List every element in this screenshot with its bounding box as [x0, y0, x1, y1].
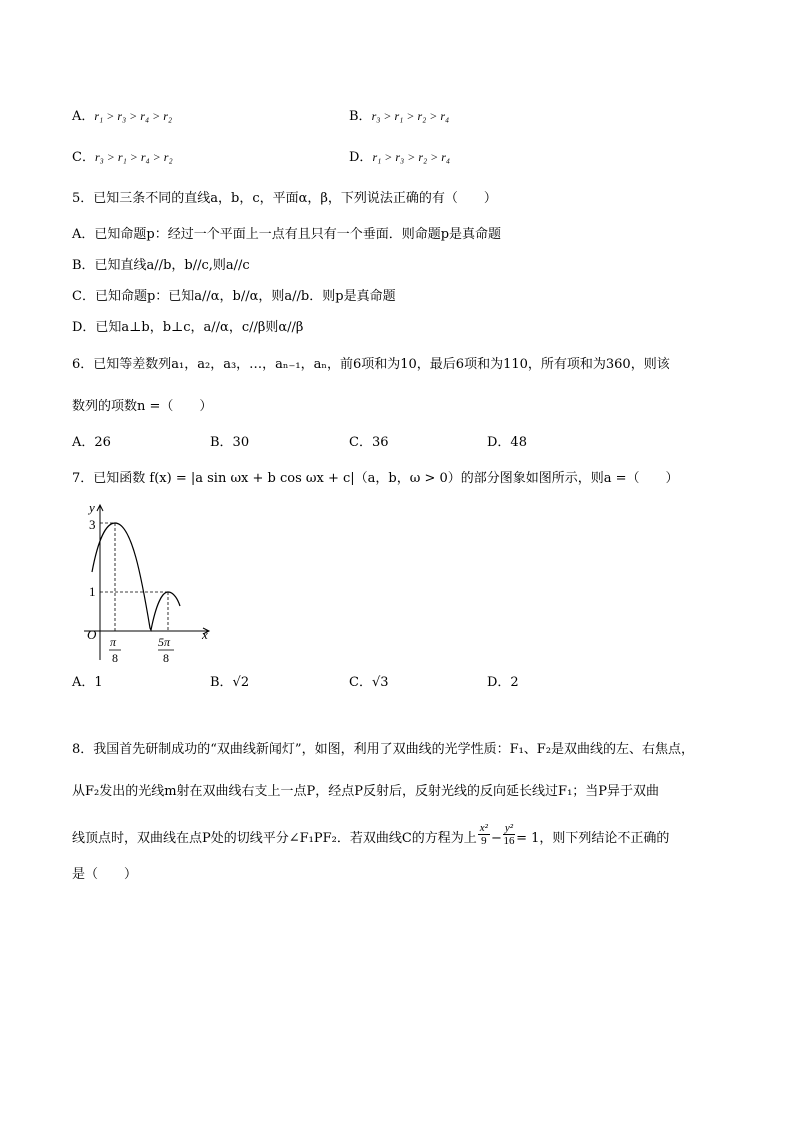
q5-option-a: A．已知命题p：经过一个平面上一点有且只有一个垂面．则命题p是真命题	[72, 227, 502, 242]
q4-option-b: B．r₃ > r₁ > r₂ > r₄	[349, 109, 450, 124]
x-axis-label: x	[202, 627, 208, 642]
y-tick-label-3: 3	[89, 517, 96, 532]
q7-stem: 7．已知函数 f(x) = |a sin ωx + b cos ωx + c|（a，b，ω > 0）的部分图象如图所示，则a =（ ）	[72, 471, 679, 486]
q6-stem-line1: 6．已知等差数列a₁，a₂，a₃，…，aₙ₋₁，aₙ，前6项和为10，最后6项和为110，所有项和为360，则该	[72, 357, 670, 372]
x-tick-5pi-over-8-num: 5π	[158, 635, 171, 649]
q5-stem: 5．已知三条不同的直线a，b，c，平面α，β，下列说法正确的有（ ）	[72, 191, 497, 206]
x-tick-pi-over-8-num: π	[110, 635, 117, 649]
q7-option-a: A．1	[72, 675, 103, 690]
minus-sign: −	[490, 831, 502, 846]
q7-option-b: B．√2	[210, 675, 250, 690]
fraction-x2-over-9: $\frac{\text{x²}}{9}$	[479, 822, 488, 847]
q5-option-b: B．已知直线a//b，b//c,则a//c	[72, 258, 250, 273]
q4-option-a: A．r₁ > r₃ > r₄ > r₂	[72, 109, 173, 124]
origin-label: O	[87, 627, 97, 642]
q8-line3	[72, 822, 670, 851]
y-tick-label-1: 1	[89, 584, 96, 599]
q7-function-graph	[70, 500, 220, 670]
q6-option-a: A．26	[72, 435, 111, 450]
q8-line3-before: 线顶点时，双曲线在点P处的切线平分∠F₁PF₂．若双曲线C的方程为上	[72, 831, 477, 846]
q6-option-c: C．36	[349, 435, 389, 450]
q7-option-c: C．√3	[349, 675, 389, 690]
q7-option-d: D．2	[487, 675, 519, 690]
q8-line2: 从F₂发出的光线m射在双曲线右支上一点P，经点P反射后，反射光线的反向延长线过F₁；当P异于双曲	[72, 784, 660, 799]
q4-option-d: D．r₁ > r₃ > r₂ > r₄	[349, 150, 451, 165]
q8-line3-after: = 1，则下列结论不正确的	[516, 831, 670, 846]
function-curve	[92, 523, 180, 630]
x-tick-5pi-over-8-den: 8	[163, 651, 169, 665]
q6-option-b: B．30	[210, 435, 250, 450]
q6-option-d: D．48	[487, 435, 527, 450]
q5-option-c: C．已知命题p：已知a//α，b//α，则a//b．则p是真命题	[72, 289, 396, 304]
y-axis-label: y	[89, 500, 95, 515]
q8-line1: 8．我国首先研制成功的“双曲线新闻灯”，如图，利用了双曲线的光学性质：F₁、F₂是双曲线的左、右焦点，	[72, 742, 695, 757]
fraction-y2-over-16: $\frac{\text{y²}}{16}$	[503, 822, 515, 847]
q8-line4: 是（ ）	[72, 867, 138, 882]
x-tick-pi-over-8-den: 8	[112, 651, 118, 665]
q6-stem-line2: 数列的项数n =（ ）	[72, 399, 213, 414]
q4-option-c: C．r₃ > r₁ > r₄ > r₂	[72, 150, 173, 165]
q5-option-d: D．已知a⊥b，b⊥c，a//α，c//β则α//β	[72, 320, 304, 335]
